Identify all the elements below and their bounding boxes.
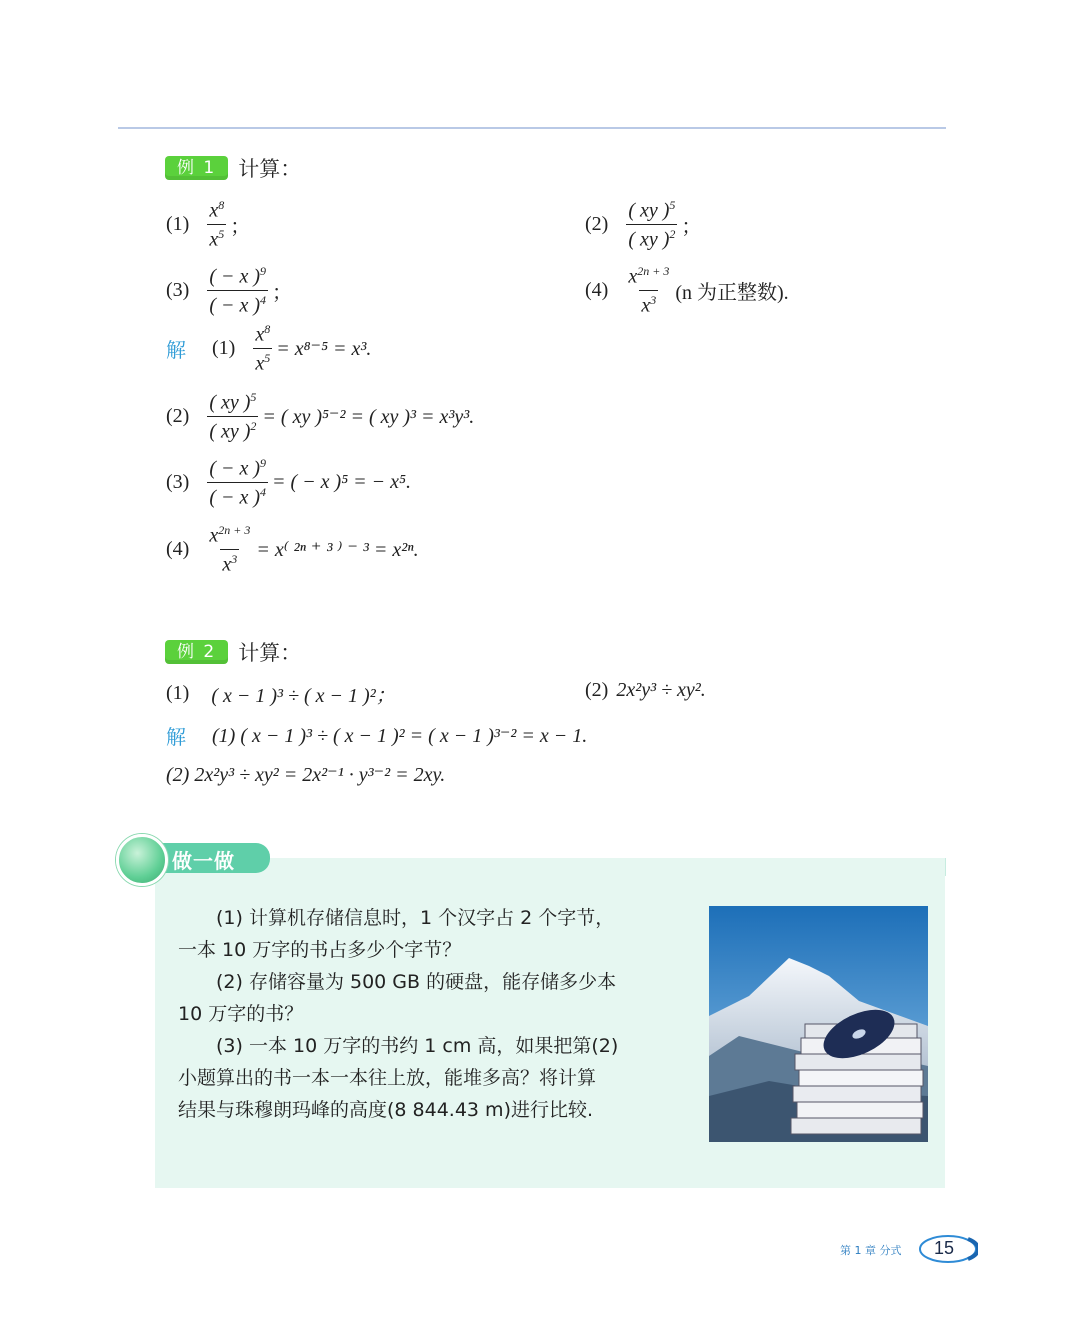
fraction: $\frac{( - x )^9}{( - x )^4}$ bbox=[209, 264, 267, 317]
problem-1-2: (2) $\frac{( xy )^5}{( xy )^2}$ ； bbox=[585, 198, 702, 251]
mountain-books-image bbox=[709, 906, 928, 1142]
solution-label: 解 bbox=[166, 338, 186, 363]
solution-1-4: (4) $\frac{x^{2n + 3}}{x^3}$ = x⁽ ²ⁿ ⁺ ³ ⁾ ⁻ ³ = x²ⁿ. bbox=[166, 523, 419, 576]
problem-1-3: (3) $\frac{( - x )^9}{( - x )^4}$ ； bbox=[166, 264, 293, 317]
header-rule bbox=[118, 127, 946, 129]
activity-text: (1) 计算机存储信息时，1 个汉字占 2 个字节， 一本 10 万字的书占多少个字节？ (2) 存储容量为 500 GB 的硬盘，能存储多少本 10 万字的书？ (3) 一本 10 万字的书约 1 cm 高，如果把第(2) 小题算出的书一本一本往上放，能堆多高？将计算 结果与珠穆朗玛峰的高度(8 844.43 m)进行比较. bbox=[178, 907, 619, 1121]
problem-2-1: (1) ( x − 1 )³ ÷ ( x − 1 )²； bbox=[166, 682, 396, 707]
fraction: $\frac{x^{2n + 3}}{x^3}$ bbox=[628, 264, 670, 317]
problem-1-1: (1) $\frac{x^8}{x^5}$ ； bbox=[166, 198, 251, 251]
solution-1-1: 解 (1) $\frac{x^8}{x^5}$ = x⁸⁻⁵ = x³. bbox=[166, 322, 372, 375]
example-1-header bbox=[165, 153, 301, 183]
solution-1-3: (3) $\frac{( - x )^9}{( - x )^4}$ = ( − x )⁵ = − x⁵. bbox=[166, 456, 411, 509]
solution-1-2: (2) $\frac{( xy )^5}{( xy )^2}$ = ( xy )⁵⁻² = ( xy )³ = x³y³. bbox=[166, 390, 475, 443]
solution-2-1: 解 (1) ( x − 1 )³ ÷ ( x − 1 )² = ( x − 1 )³⁻² = x − 1. bbox=[166, 721, 587, 750]
example-1-badge: 例 1 bbox=[165, 156, 228, 180]
problem-2-2: (2) 2x²y³ ÷ xy². bbox=[585, 679, 706, 701]
example-2-header bbox=[165, 637, 301, 667]
fraction: $\frac{( xy )^5}{( xy )^2}$ bbox=[628, 198, 676, 251]
example-2-badge: 例 2 bbox=[165, 640, 228, 664]
solution-2-2: (2) 2x²y³ ÷ xy² = 2x²⁻¹ · y³⁻² = 2xy. bbox=[166, 764, 446, 786]
page-number-badge bbox=[918, 1234, 978, 1264]
chapter-label: 第 1 章 分式 bbox=[840, 1244, 902, 1257]
leaf-icon bbox=[116, 834, 168, 886]
problem-1-4: (4) $\frac{x^{2n + 3}}{x^3}$ (n 为正整数). bbox=[585, 264, 789, 317]
activity-label: 做一做 bbox=[172, 849, 235, 873]
solution-label: 解 bbox=[166, 725, 186, 749]
fraction: $\frac{x^8}{x^5}$ bbox=[209, 198, 225, 251]
page-number: 15 bbox=[933, 1238, 955, 1258]
example-2-title: 计算： bbox=[238, 641, 302, 665]
example-1-title: 计算： bbox=[238, 157, 302, 181]
